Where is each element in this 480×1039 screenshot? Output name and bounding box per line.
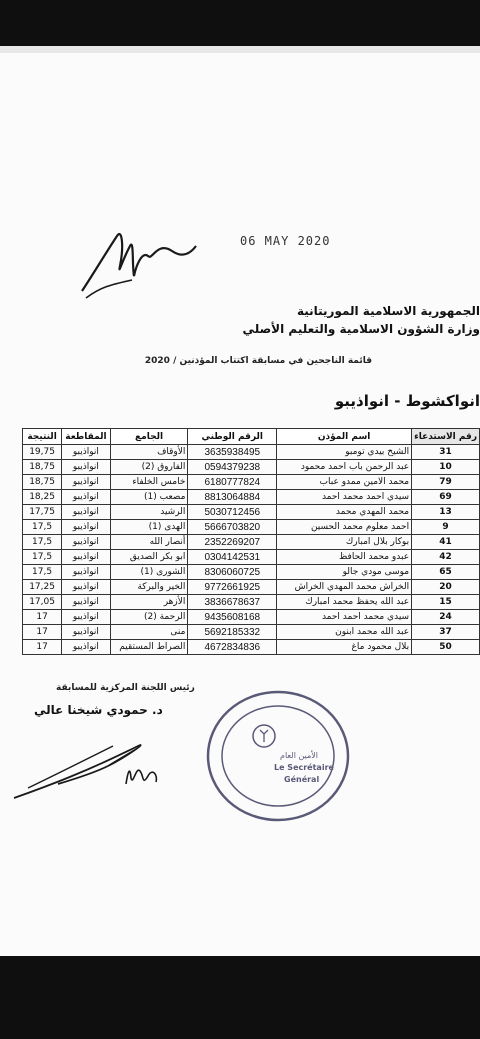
cell-mosque: الفاروق (2) [110, 460, 188, 475]
cell-muezzin-name: عبدو محمد الحافظ [277, 550, 412, 565]
cell-mosque: الخير والبركة [110, 580, 188, 595]
cell-national-id: 3635938495 [188, 445, 277, 460]
cell-convocation-number: 79 [412, 475, 480, 490]
cell-mosque: الرحمة (2) [110, 610, 188, 625]
cell-national-id: 0304142531 [188, 550, 277, 565]
cell-national-id: 8813064884 [188, 490, 277, 505]
cell-national-id: 4672834836 [188, 640, 277, 655]
stamp-inner-bottom: Général [284, 775, 320, 784]
cell-district: انواذيبو [62, 490, 111, 505]
cell-muezzin-name: سيدي محمد احمد احمد [277, 610, 412, 625]
cell-mosque: الشورى (1) [110, 565, 188, 580]
document-subtitle: قائمة الناجحين في مسابقة اكتتاب المؤذنين / 2020 [144, 356, 372, 366]
cell-district: انواذيبو [62, 535, 111, 550]
cell-result: 17,5 [23, 535, 62, 550]
cell-convocation-number: 37 [412, 625, 480, 640]
table-row [23, 445, 480, 460]
table-row [23, 535, 480, 550]
handwritten-signature-top [72, 206, 202, 316]
stamp-inner-top: الأمين العام [280, 751, 319, 760]
region-title: انواكشوط - انواذيبو [334, 392, 480, 410]
table-row [23, 505, 480, 520]
cell-convocation-number: 15 [412, 595, 480, 610]
cell-national-id: 9772661925 [188, 580, 277, 595]
cell-district: انواذيبو [62, 565, 111, 580]
header-ministry: وزارة الشؤون الاسلامية والتعليم الأصلي [242, 322, 480, 336]
table-row [23, 565, 480, 580]
cell-muezzin-name: احمد معلوم محمد الحسين [277, 520, 412, 535]
cell-national-id: 5666703820 [188, 520, 277, 535]
cell-convocation-number: 9 [412, 520, 480, 535]
cell-convocation-number: 20 [412, 580, 480, 595]
header-district: المقاطعة [62, 429, 111, 445]
cell-muezzin-name: محمد المهدي محمد [277, 505, 412, 520]
cell-mosque: مصعب (1) [110, 490, 188, 505]
table-header-row [23, 429, 480, 445]
cell-result: 17,5 [23, 565, 62, 580]
cell-convocation-number: 69 [412, 490, 480, 505]
cell-result: 17,05 [23, 595, 62, 610]
cell-mosque: الهدى (1) [110, 520, 188, 535]
table-row [23, 550, 480, 565]
cell-result: 17,5 [23, 520, 62, 535]
cell-result: 18,25 [23, 490, 62, 505]
official-stamp [200, 686, 355, 826]
header-result: النتيجة [23, 429, 62, 445]
header-national-id: الرقم الوطني [188, 429, 277, 445]
cell-result: 17,75 [23, 505, 62, 520]
cell-mosque: الرشيد [110, 505, 188, 520]
document-page [0, 46, 480, 956]
handwritten-signature-bottom [8, 716, 198, 811]
table-row [23, 610, 480, 625]
cell-national-id: 2352269207 [188, 535, 277, 550]
cell-result: 18,75 [23, 475, 62, 490]
cell-muezzin-name: عبد الله يحفظ محمد امبارك [277, 595, 412, 610]
cell-convocation-number: 42 [412, 550, 480, 565]
cell-mosque: منى [110, 625, 188, 640]
cell-mosque: أنصار الله [110, 535, 188, 550]
table-row [23, 520, 480, 535]
cell-national-id: 3836678637 [188, 595, 277, 610]
cell-result: 18,75 [23, 460, 62, 475]
table-row [23, 595, 480, 610]
cell-muezzin-name: محمد الامين ممدو عباب [277, 475, 412, 490]
cell-national-id: 0594379238 [188, 460, 277, 475]
cell-district: انواذيبو [62, 580, 111, 595]
cell-result: 17 [23, 625, 62, 640]
cell-muezzin-name: سيدي احمد محمد احمد [277, 490, 412, 505]
table-row [23, 475, 480, 490]
cell-muezzin-name: عبد الرحمن باب احمد محمود [277, 460, 412, 475]
table-row [23, 490, 480, 505]
cell-result: 17 [23, 640, 62, 655]
cell-mosque: خامس الخلفاء [110, 475, 188, 490]
cell-district: انواذيبو [62, 505, 111, 520]
header-muezzin-name: اسم المؤذن [277, 429, 412, 445]
cell-national-id: 5692185332 [188, 625, 277, 640]
table-row [23, 625, 480, 640]
cell-convocation-number: 24 [412, 610, 480, 625]
cell-muezzin-name: بلال محمود ماغ [277, 640, 412, 655]
cell-convocation-number: 50 [412, 640, 480, 655]
header-convocation-number: رقم الاستدعاء [412, 429, 480, 445]
cell-muezzin-name: موسى مودي جالو [277, 565, 412, 580]
cell-muezzin-name: الخراش محمد المهدي الخراش [277, 580, 412, 595]
cell-national-id: 9435608168 [188, 610, 277, 625]
cell-national-id: 8306060725 [188, 565, 277, 580]
cell-national-id: 6180777824 [188, 475, 277, 490]
stamp-inner-mid: Le Secrétaire [274, 763, 334, 772]
cell-district: انواذيبو [62, 520, 111, 535]
cell-convocation-number: 65 [412, 565, 480, 580]
cell-convocation-number: 31 [412, 445, 480, 460]
cell-district: انواذيبو [62, 610, 111, 625]
president-name: د. حمودي شيخنا عالي [34, 703, 163, 717]
header-country: الجمهورية الاسلامية الموريتانية [296, 304, 480, 318]
date-stamp: 06 MAY 2020 [240, 234, 331, 248]
cell-muezzin-name: عبد الله محمد ابنون [277, 625, 412, 640]
table-row [23, 460, 480, 475]
cell-mosque: الصراط المستقيم [110, 640, 188, 655]
cell-district: انواذيبو [62, 460, 111, 475]
cell-convocation-number: 41 [412, 535, 480, 550]
cell-district: انواذيبو [62, 595, 111, 610]
cell-district: انواذيبو [62, 550, 111, 565]
header-mosque: الجامع [110, 429, 188, 445]
table-row [23, 640, 480, 655]
cell-district: انواذيبو [62, 625, 111, 640]
table-row [23, 580, 480, 595]
cell-muezzin-name: الشيخ بيدي تومبو [277, 445, 412, 460]
cell-convocation-number: 10 [412, 460, 480, 475]
cell-mosque: ابو بكر الصديق [110, 550, 188, 565]
results-table [22, 428, 480, 655]
page-top-edge [0, 46, 480, 53]
cell-district: انواذيبو [62, 445, 111, 460]
cell-mosque: الأوقاف [110, 445, 188, 460]
cell-muezzin-name: بوكار بلال امبارك [277, 535, 412, 550]
cell-national-id: 5030712456 [188, 505, 277, 520]
president-title: رئيس اللجنة المركزية للمسابقة [56, 683, 195, 693]
cell-result: 17 [23, 610, 62, 625]
cell-mosque: الأزهر [110, 595, 188, 610]
cell-convocation-number: 13 [412, 505, 480, 520]
cell-district: انواذيبو [62, 475, 111, 490]
cell-result: 17,25 [23, 580, 62, 595]
cell-result: 17,5 [23, 550, 62, 565]
cell-result: 19,75 [23, 445, 62, 460]
cell-district: انواذيبو [62, 640, 111, 655]
